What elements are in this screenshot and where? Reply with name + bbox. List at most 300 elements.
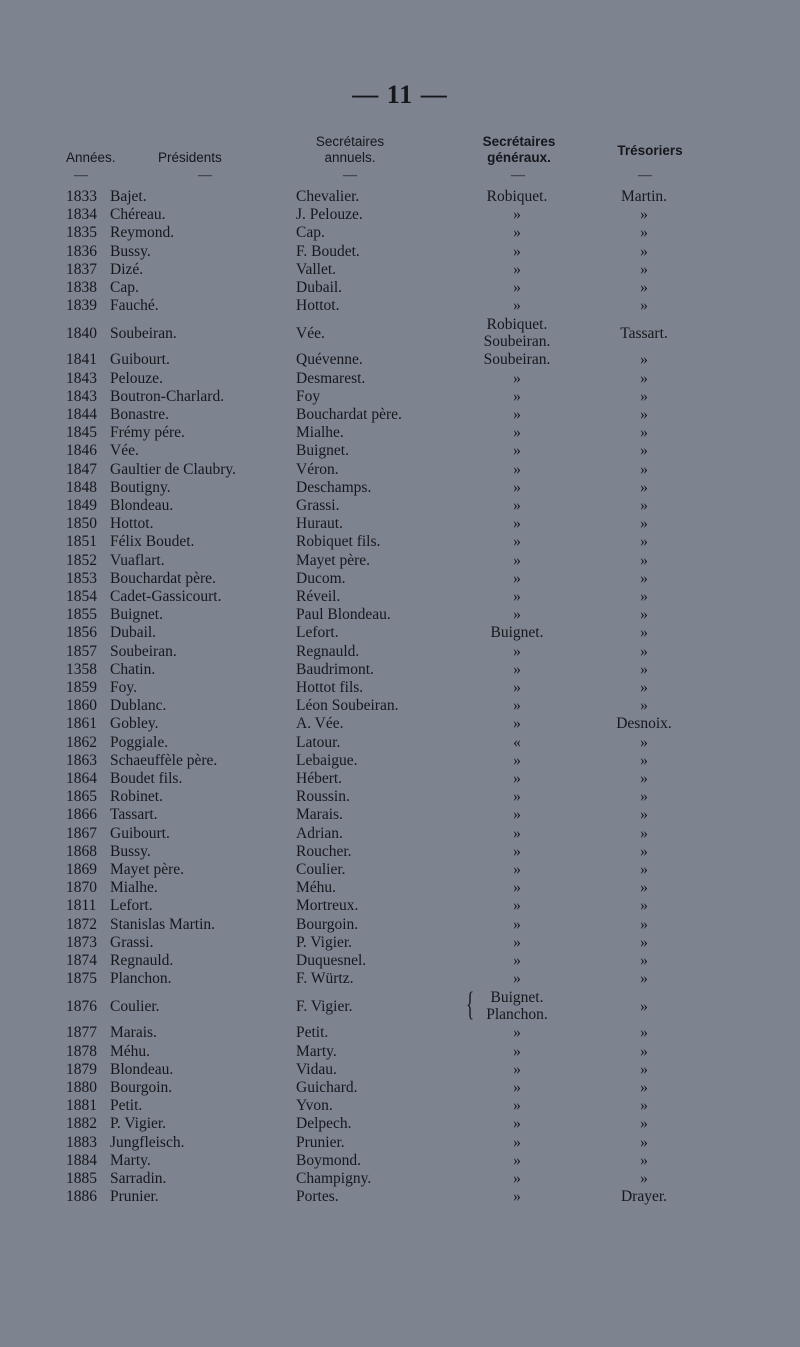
cell-secretaire-annuel: Hottot. (296, 297, 340, 315)
cell-secretaire-annuel: Robiquet fils. (296, 533, 381, 551)
cell-year: 1847 (66, 460, 97, 478)
cell-secretaire-annuel: Léon Soubeiran. (296, 697, 399, 715)
header-secretaires-annuels-line1: Secrétaires (315, 134, 385, 149)
cell-secretaire-annuel: Petit. (296, 1024, 329, 1042)
cell-tresorier: » (640, 551, 648, 569)
cell-president: Marais. (110, 1024, 157, 1042)
cell-secretaire-general: » (513, 533, 521, 551)
cell-president: P. Vigier. (110, 1115, 167, 1133)
cell-secretaire-general: » (513, 679, 521, 696)
cell-president: Soubeiran. (110, 325, 177, 343)
cell-secretaire-annuel: Dubail. (296, 279, 343, 296)
cell-secretaire-general: » (513, 806, 521, 824)
cell-year: 1876 (66, 998, 97, 1016)
cell-secretaire-general: » (513, 970, 521, 988)
cell-secretaire-annuel: Mialhe. (296, 424, 344, 442)
cell-president: Mayet père. (110, 861, 185, 878)
header-secretaires-annuels-line2: annuels. (324, 150, 376, 165)
cell-tresorier: » (640, 1024, 648, 1042)
cell-president: Méhu. (110, 1042, 151, 1060)
cell-tresorier: » (640, 369, 648, 387)
cell-secretaire-general: » (513, 224, 521, 242)
cell-year: 1837 (66, 260, 97, 278)
cell-secretaire-annuel: Desmarest. (296, 369, 366, 387)
cell-president: Bajet. (110, 188, 147, 205)
cell-secretaire-general: » (513, 1151, 521, 1169)
table-row (0, 661, 800, 679)
cell-tresorier: » (640, 533, 648, 551)
table-row (0, 315, 800, 351)
cell-year: 1872 (66, 915, 97, 933)
header-dash-presidents: — (198, 168, 212, 183)
cell-secretaire-general: » (513, 1133, 521, 1151)
table-row (0, 570, 800, 588)
cell-secretaire-general: » (513, 915, 521, 933)
cell-president: Dizé. (110, 260, 144, 278)
cell-secretaire-annuel: Hébert. (296, 770, 343, 787)
cell-secretaire-general: Buignet. (490, 624, 544, 642)
cell-president: Dublanc. (110, 697, 167, 715)
table-row (0, 843, 800, 861)
cell-secretaire-annuel: Boymond. (296, 1151, 362, 1169)
cell-secretaire-annuel: Roucher. (296, 842, 352, 860)
cell-tresorier: » (640, 1151, 648, 1169)
cell-year: 1885 (66, 1170, 97, 1187)
cell-secretaire-general: » (513, 715, 521, 733)
cell-tresorier: » (640, 679, 648, 696)
cell-president: Blondeau. (110, 497, 174, 514)
header-dash-secretaires-generaux: — (511, 168, 525, 183)
cell-secretaire-general: » (513, 824, 521, 842)
table-row (0, 515, 800, 533)
cell-secretaire-general: » (513, 406, 521, 423)
cell-tresorier: » (640, 806, 648, 824)
cell-tresorier: » (640, 1170, 648, 1187)
cell-tresorier: » (640, 606, 648, 624)
cell-president: Poggiale. (110, 733, 169, 751)
cell-year: 1875 (66, 970, 97, 988)
cell-year: 1848 (66, 478, 97, 496)
cell-secretaire-general: » (513, 387, 521, 405)
table-row (0, 1188, 800, 1206)
table-row (0, 788, 800, 806)
cell-tresorier: » (640, 697, 648, 715)
table-row (0, 497, 800, 515)
cell-tresorier: » (640, 660, 648, 678)
cell-tresorier: » (640, 242, 648, 260)
cell-year: 1854 (66, 588, 97, 605)
cell-secretaire-general: » (513, 497, 521, 514)
cell-year: 1874 (66, 952, 97, 969)
cell-tresorier: » (640, 733, 648, 751)
table-row (0, 825, 800, 843)
cell-year: 1863 (66, 751, 97, 769)
cell-president: Pelouze. (110, 369, 163, 387)
cell-tresorier: » (640, 588, 648, 605)
cell-president: Chéreau. (110, 206, 166, 224)
cell-president: Vée. (110, 442, 139, 460)
cell-president: Planchon. (110, 970, 172, 988)
cell-year: 1855 (66, 606, 97, 624)
cell-secretaire-annuel: Véron. (296, 460, 339, 478)
cell-secretaire-annuel: Mortreux. (296, 897, 359, 915)
cell-secretaire-annuel: Deschamps. (296, 478, 372, 496)
table-row (0, 1024, 800, 1042)
table-row (0, 1043, 800, 1061)
cell-secretaire-annuel: Guichard. (296, 1079, 358, 1096)
cell-secretaire-annuel: Yvon. (296, 1097, 333, 1115)
cell-year: 1850 (66, 515, 97, 533)
table-row (0, 1097, 800, 1115)
cell-secretaire-annuel: Cap. (296, 224, 325, 242)
cell-president: Lefort. (110, 897, 153, 915)
table-row (0, 970, 800, 988)
cell-tresorier: » (640, 824, 648, 842)
brace-glyph: { (466, 986, 475, 1024)
cell-tresorier: » (640, 897, 648, 915)
table-row (0, 533, 800, 551)
header-annees: Années. (66, 150, 116, 165)
cell-president: Mialhe. (110, 879, 158, 897)
cell-secretaire-annuel: Regnauld. (296, 642, 360, 660)
cell-secretaire-general: » (513, 1097, 521, 1115)
cell-year: 1853 (66, 569, 97, 587)
cell-president: Hottot. (110, 515, 154, 533)
cell-president: Boutigny. (110, 478, 171, 496)
cell-tresorier: Martin. (620, 188, 668, 205)
cell-secretaire-annuel: Delpech. (296, 1115, 352, 1133)
cell-tresorier: » (640, 915, 648, 933)
cell-secretaire-annuel: A. Vée. (296, 715, 344, 733)
cell-secretaire-annuel: Vée. (296, 325, 325, 343)
cell-year: 1878 (66, 1042, 97, 1060)
table-row (0, 643, 800, 661)
cell-secretaire-general: » (513, 442, 521, 460)
cell-secretaire-annuel: Méhu. (296, 879, 337, 897)
cell-secretaire-annuel: Baudrimont. (296, 660, 374, 678)
table-row (0, 370, 800, 388)
table-row (0, 406, 800, 424)
table-row (0, 424, 800, 442)
cell-president: Jungfleisch. (110, 1133, 185, 1151)
cell-secretaire-general: » (513, 478, 521, 496)
cell-president: Bussy. (110, 242, 151, 260)
cell-president: Grassi. (110, 933, 154, 951)
table-row (0, 624, 800, 642)
table-row (0, 206, 800, 224)
cell-tresorier: » (640, 952, 648, 969)
cell-secretaire-general: » (513, 660, 521, 678)
cell-secretaire-general-line: Planchon. (486, 1006, 548, 1024)
cell-tresorier: » (640, 1060, 648, 1078)
cell-president: Bourgoin. (110, 1079, 173, 1096)
cell-secretaire-general: » (513, 460, 521, 478)
cell-year: 1856 (66, 624, 97, 642)
cell-secretaire-general: » (513, 1079, 521, 1096)
cell-tresorier: » (640, 770, 648, 787)
cell-tresorier: » (640, 406, 648, 423)
cell-tresorier: » (640, 351, 648, 369)
cell-president: Coulier. (110, 998, 160, 1016)
table-row (0, 1115, 800, 1133)
cell-secretaire-general: » (513, 842, 521, 860)
cell-tresorier: » (640, 260, 648, 278)
cell-tresorier: » (640, 642, 648, 660)
table-row (0, 806, 800, 824)
cell-secretaire-general: » (513, 879, 521, 897)
cell-secretaire-annuel: Portes. (296, 1188, 339, 1206)
cell-tresorier: » (640, 1097, 648, 1115)
cell-tresorier: » (640, 879, 648, 897)
cell-year: 1862 (66, 733, 97, 751)
cell-secretaire-annuel: Marais. (296, 806, 343, 824)
cell-secretaire-general: » (513, 1024, 521, 1042)
cell-president: Boutron-Charlard. (110, 387, 225, 405)
cell-tresorier: » (640, 442, 648, 460)
cell-tresorier: » (640, 751, 648, 769)
cell-secretaire-general: » (513, 1060, 521, 1078)
cell-year: 1883 (66, 1133, 97, 1151)
cell-year: 1882 (66, 1115, 97, 1133)
cell-tresorier: » (640, 861, 648, 878)
table-row (0, 297, 800, 315)
cell-secretaire-annuel: Mayet père. (296, 551, 371, 569)
cell-year: 1868 (66, 842, 97, 860)
cell-year: 1840 (66, 325, 97, 343)
cell-year: 1879 (66, 1060, 97, 1078)
cell-year: 1811 (66, 897, 97, 915)
table-row (0, 861, 800, 879)
cell-year: 1836 (66, 242, 97, 260)
cell-tresorier: » (640, 424, 648, 442)
table-row (0, 243, 800, 261)
cell-year: 1843 (66, 387, 97, 405)
table-row (0, 734, 800, 752)
cell-year: 1886 (66, 1188, 97, 1206)
cell-secretaire-annuel: Prunier. (296, 1133, 345, 1151)
cell-year: 1843 (66, 369, 97, 387)
cell-secretaire-general: Robiquet. (486, 188, 548, 205)
cell-year: 1884 (66, 1151, 97, 1169)
cell-president: Sarradin. (110, 1170, 167, 1187)
cell-president: Stanislas Martin. (110, 915, 216, 933)
cell-tresorier: » (640, 624, 648, 642)
cell-secretaire-general: » (513, 933, 521, 951)
cell-secretaire-general: » (513, 861, 521, 878)
table-row (0, 1079, 800, 1097)
table-row (0, 388, 800, 406)
table-row (0, 697, 800, 715)
table-row (0, 988, 800, 1024)
cell-president: Schaeuffèle père. (110, 751, 218, 769)
cell-secretaire-annuel: F. Boudet. (296, 242, 360, 260)
cell-secretaire-general: » (513, 515, 521, 533)
header-secretaires-generaux (454, 134, 584, 166)
table-row (0, 552, 800, 570)
cell-secretaire-general: » (513, 606, 521, 624)
cell-secretaire-annuel: Quévenne. (296, 351, 363, 369)
table-row (0, 442, 800, 460)
cell-president: Cadet-Gassicourt. (110, 588, 222, 605)
cell-tresorier: » (640, 478, 648, 496)
cell-tresorier: » (640, 460, 648, 478)
cell-secretaire-annuel: Coulier. (296, 861, 346, 878)
table-row (0, 279, 800, 297)
cell-secretaire-annuel: Grassi. (296, 497, 340, 514)
cell-secretaire-general: » (513, 206, 521, 224)
table-row (0, 224, 800, 242)
cell-secretaire-general: Soubeiran. (483, 351, 551, 369)
cell-year: 1859 (66, 679, 97, 696)
cell-secretaire-general: » (513, 788, 521, 806)
cell-tresorier: » (640, 998, 648, 1016)
cell-tresorier: » (640, 297, 648, 315)
cell-president: Bussy. (110, 842, 151, 860)
cell-secretaire-annuel: Bourgoin. (296, 915, 359, 933)
table-row (0, 261, 800, 279)
cell-year: 1877 (66, 1024, 97, 1042)
cell-tresorier: » (640, 1042, 648, 1060)
cell-secretaire-annuel: Vallet. (296, 260, 337, 278)
header-secretaires-generaux-line2: généraux. (487, 150, 551, 165)
cell-president: Bouchardat père. (110, 569, 216, 587)
cell-tresorier: » (640, 515, 648, 533)
cell-tresorier: Desnoix. (616, 715, 672, 733)
cell-president: Petit. (110, 1097, 143, 1115)
cell-secretaire-annuel: Ducom. (296, 569, 346, 587)
cell-secretaire-annuel: Latour. (296, 733, 341, 751)
cell-tresorier: » (640, 970, 648, 988)
cell-secretaire-general: » (513, 1042, 521, 1060)
cell-secretaire-general-line: Buignet. (490, 989, 544, 1007)
cell-secretaire-annuel: Foy (296, 387, 321, 405)
cell-year: 1835 (66, 224, 97, 242)
cell-secretaire-general-line: Robiquet. (486, 316, 548, 334)
cell-year: 1857 (66, 642, 97, 660)
header-dash-tresoriers: — (638, 168, 652, 183)
cell-president: Guibourt. (110, 824, 170, 842)
cell-secretaire-general: » (513, 897, 521, 915)
cell-secretaire-annuel: Champigny. (296, 1170, 372, 1187)
cell-secretaire-general: » (513, 642, 521, 660)
cell-year: 1845 (66, 424, 97, 442)
cell-president: Blondeau. (110, 1060, 174, 1078)
table-row (0, 752, 800, 770)
cell-secretaire-annuel: Chevalier. (296, 188, 360, 205)
cell-year: 1846 (66, 442, 97, 460)
table-row (0, 461, 800, 479)
cell-president: Soubeiran. (110, 642, 177, 660)
cell-year: 1870 (66, 879, 97, 897)
cell-president: Félix Boudet. (110, 533, 195, 551)
header-dash-secretaires-annuels: — (343, 168, 357, 183)
cell-secretaire-annuel: Paul Blondeau. (296, 606, 391, 624)
cell-president: Gobley. (110, 715, 159, 733)
cell-president: Prunier. (110, 1188, 159, 1206)
cell-secretaire-general (462, 988, 572, 1024)
cell-secretaire-general: » (513, 588, 521, 605)
cell-president: Boudet fils. (110, 770, 183, 787)
cell-secretaire-annuel: Duquesnel. (296, 952, 367, 969)
cell-tresorier: » (640, 387, 648, 405)
cell-year: 1880 (66, 1079, 97, 1096)
cell-tresorier: » (640, 279, 648, 296)
cell-year: 1851 (66, 533, 97, 551)
cell-president: Tassart. (110, 806, 158, 824)
table-row (0, 1170, 800, 1188)
header-secretaires-annuels (290, 134, 410, 166)
cell-secretaire-general: » (513, 697, 521, 715)
table-row (0, 188, 800, 206)
cell-year: 1864 (66, 770, 97, 787)
cell-tresorier: » (640, 1133, 648, 1151)
header-presidents: Présidents (158, 150, 222, 165)
cell-secretaire-annuel: Roussin. (296, 788, 350, 806)
cell-tresorier: » (640, 224, 648, 242)
cell-secretaire-annuel: Lebaigue. (296, 751, 358, 769)
cell-secretaire-annuel: Vidau. (296, 1060, 337, 1078)
cell-year: 1838 (66, 279, 97, 296)
cell-tresorier: » (640, 1115, 648, 1133)
cell-year: 1865 (66, 788, 97, 806)
table-row (0, 606, 800, 624)
cell-secretaire-general: » (513, 751, 521, 769)
table-row (0, 934, 800, 952)
cell-secretaire-general: » (513, 369, 521, 387)
cell-year: 1881 (66, 1097, 97, 1115)
cell-tresorier: » (640, 206, 648, 224)
cell-president: Foy. (110, 679, 137, 696)
cell-president: Regnauld. (110, 952, 174, 969)
cell-year: 1852 (66, 551, 97, 569)
cell-secretaire-annuel: Réveil. (296, 588, 341, 605)
page-number: — 11 — (352, 80, 448, 109)
cell-president: Vuaflart. (110, 551, 165, 569)
cell-secretaire-annuel: Buignet. (296, 442, 349, 460)
cell-president: Marty. (110, 1151, 151, 1169)
cell-year: 1849 (66, 497, 97, 514)
cell-secretaire-general: » (513, 1170, 521, 1187)
cell-secretaire-general: » (513, 297, 521, 315)
cell-president: Gaultier de Claubry. (110, 460, 236, 478)
cell-president: Robinet. (110, 788, 163, 806)
cell-year: 1844 (66, 406, 97, 423)
cell-secretaire-general: » (513, 952, 521, 969)
cell-secretaire-annuel: F. Vigier. (296, 998, 353, 1016)
cell-tresorier: Tassart. (620, 325, 668, 343)
cell-president: Reymond. (110, 224, 175, 242)
cell-secretaire-annuel: Lefort. (296, 624, 339, 642)
cell-year: 1833 (66, 188, 97, 205)
table-row (0, 897, 800, 915)
cell-secretaire-annuel: J. Pelouze. (296, 206, 363, 224)
table-row (0, 715, 800, 733)
cell-secretaire-annuel: Bouchardat père. (296, 406, 402, 423)
cell-secretaire-general-line: Soubeiran. (483, 333, 551, 351)
header-dash-annees: — (74, 168, 88, 183)
table-row (0, 952, 800, 970)
cell-secretaire-general (462, 315, 572, 351)
cell-secretaire-annuel: Huraut. (296, 515, 343, 533)
table-row (0, 588, 800, 606)
cell-secretaire-general: » (513, 260, 521, 278)
cell-secretaire-general: » (513, 551, 521, 569)
cell-year: 1866 (66, 806, 97, 824)
cell-secretaire-general: » (513, 242, 521, 260)
cell-year: 1839 (66, 297, 97, 315)
cell-president: Bonastre. (110, 406, 169, 423)
cell-year: 1867 (66, 824, 97, 842)
